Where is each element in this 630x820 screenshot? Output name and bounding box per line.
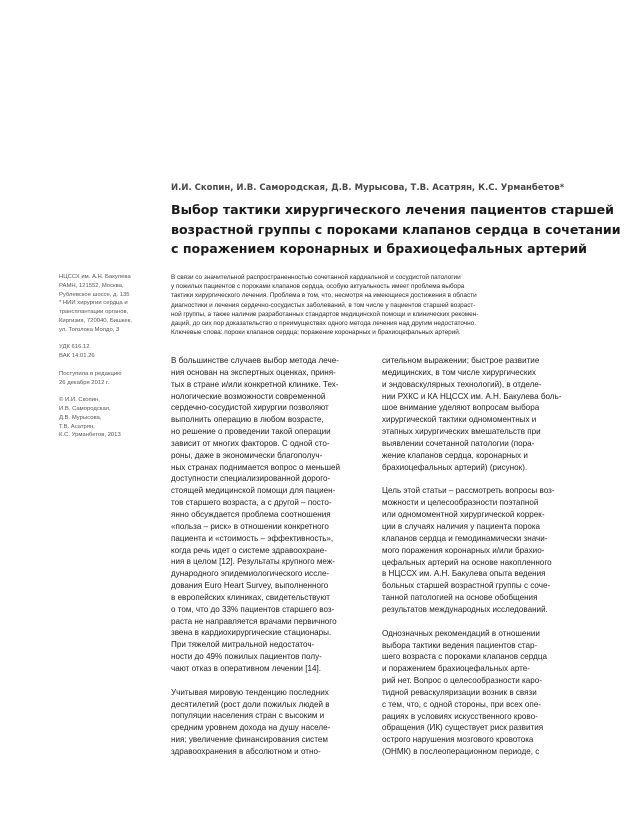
- article-title: [171, 200, 621, 259]
- text-line: или одномоментной хирургической коррек-: [382, 510, 545, 520]
- text-line: (ОНМК) в послеоперационном периоде, с: [382, 747, 540, 757]
- copyright-block: [59, 396, 159, 440]
- text-line: цефальных артерий на основе накопленного: [382, 557, 552, 567]
- text-line: мого поражения коронарных и/или брахио-: [382, 545, 545, 555]
- text-line: ния в целом [12]. Результаты крупного меж-: [171, 557, 335, 567]
- text-line: выполнить операцию в любом возрасте,: [171, 415, 324, 425]
- text-line: В большинстве случаев выбор метода лече-: [171, 356, 339, 365]
- sidebar-meta: [59, 273, 159, 449]
- text-line: рий нет. Вопрос о целесообразности каро-: [382, 676, 542, 686]
- authors-line: И.И. Скопин, И.В. Самородская, Д.В. Мурысова, Т.В. Асатрян, К.С. Урманбетов*: [171, 183, 565, 193]
- text-line: этапных хирургических вмешательств при: [382, 427, 541, 437]
- text-line: ния основан на экспертных оценках, приня-: [171, 367, 336, 377]
- text-line: чают отказ в оперативном лечении [14].: [171, 663, 321, 673]
- received-date: [59, 370, 159, 388]
- abstract-line: В связи со значительной распространенностью сочетанной кардиальной и сосудистой патологии: [171, 274, 461, 281]
- text-line: «польза – риск» в отношении конкретного: [171, 521, 329, 531]
- text-line: выявлении сочетанной патологии (пора-: [382, 438, 535, 448]
- text-line: шего возраста с пороками клапанов сердца: [382, 652, 547, 662]
- text-line: десятилетий (рост доли пожилых людей в: [171, 699, 330, 709]
- text-line: Однозначных рекомендаций в отношении: [382, 628, 540, 638]
- text-line: о том, что до 33% пациентов старшего воз-: [171, 604, 335, 614]
- text-line: зависит от многих факторов. С одной сто-: [171, 438, 330, 448]
- text-line: результатов международных исследований.: [382, 604, 548, 614]
- vak-code: ВАК 14.01.26: [59, 353, 95, 359]
- keywords-line: Ключевые слова: пороки клапанов сердца; поражение коронарных и брахиоцефальных артерий.: [171, 329, 461, 337]
- title-line: Выбор тактики хирургического лечения пациентов старшей: [171, 202, 614, 217]
- affiliation-line: РАМН, 121552, Москва,: [59, 282, 124, 289]
- text-line: доступности специализированной дорого-: [171, 474, 331, 484]
- text-line: Цель этой статьи – рассмотреть вопросы воз-: [382, 486, 555, 496]
- body-column-left: [171, 355, 371, 770]
- text-line: ния; увеличение финансирования систем: [171, 735, 328, 745]
- copyright-line: Д.В. Мурысова,: [59, 414, 102, 421]
- text-line: дования Euro Heart Survey, выполненного: [171, 581, 329, 591]
- text-line: тидной реваскуляризации возник в связи: [382, 687, 537, 697]
- text-line: средним уровнем дохода на душу населе-: [171, 723, 331, 733]
- udc-code: УДК 616.12: [59, 344, 90, 351]
- received-line: Поступила в редакцию: [59, 370, 122, 377]
- text-line: медицинских, в том числе хирургических: [382, 367, 536, 377]
- affiliation-line: Киргизия, 720040, Бишкек,: [59, 317, 132, 324]
- text-line: жение клапанов сердца, коронарных и: [382, 450, 528, 460]
- copyright-line: К.С. Урманбетов, 2013: [59, 432, 121, 439]
- affiliation-line: НЦССХ им. А.Н. Бакулева: [59, 274, 131, 280]
- text-line: сердечно-сосудистой хирургии позволяют: [171, 403, 329, 413]
- abstract-line: даций, до сих пор доказательство о преимуществах одного метода лечения над другим недостаточно.: [171, 320, 476, 328]
- text-line: роны, даже в экономически благополуч-: [171, 450, 323, 460]
- text-line: танной патологией на основе обобщения: [382, 593, 538, 603]
- text-line: хирургической тактики одномоментных и: [382, 415, 537, 425]
- paragraph: [382, 628, 582, 758]
- paragraph: [171, 355, 371, 675]
- text-line: острого нарушения мозгового кровотока: [382, 735, 534, 745]
- text-line: ции в случаях наличия у пациента порока: [382, 521, 541, 531]
- text-line: можности и целесообразности поэтапной: [382, 498, 539, 508]
- abstract-line: тактики хирургического лечения. Проблема в том, что, несмотря на имеющиеся достижения в области: [171, 292, 477, 300]
- abstract-line: у пожилых пациентов с пороками клапанов сердца, особую актуальность имеет проблема выбора: [171, 283, 465, 291]
- text-line: но решение о проведении такой операции: [171, 427, 331, 437]
- affiliation-block: [59, 273, 159, 334]
- text-line: и эндоваскулярных технологий), в отделе-: [382, 379, 542, 389]
- text-line: нии РХКС и КА НЦССХ им. А.Н. Бакулева боль-: [382, 391, 562, 401]
- text-line: Учитывая мировую тенденцию последних: [171, 687, 329, 697]
- text-line: пациента и «стоимость – эффективность»,: [171, 533, 334, 543]
- text-line: звена в кардиохирургические стационары.: [171, 628, 332, 638]
- paragraph: [382, 355, 582, 473]
- affiliation-line: Рублевское шоссе, д. 135: [59, 291, 130, 298]
- title-line: с поражением коронарных и брахиоцефальных артерий: [171, 241, 587, 256]
- text-line: ности до 49% пожилых пациентов полу-: [171, 652, 322, 662]
- paragraph: [171, 687, 371, 758]
- received-line: 26 декабря 2012 г.: [59, 379, 110, 386]
- text-line: тов старшего возраста, а с другой – посто-: [171, 498, 332, 508]
- text-line: янно обсуждается проблема соотношения: [171, 509, 331, 519]
- text-line: популяции населения стран с высоким и: [171, 711, 325, 721]
- text-line: с тем, что, с одной стороны, при всех опе-: [382, 699, 541, 709]
- text-line: раста не направляется врачами первичного: [171, 616, 337, 626]
- title-line: возрастной группы с пороками клапанов сердца в сочетании: [171, 221, 621, 237]
- copyright-line: Т.В. Асатрян,: [59, 423, 95, 430]
- text-line: больных старшей возрастной группы с соче-: [382, 581, 551, 591]
- text-line: клапанов сердца и гемодинамически значи-: [382, 533, 548, 543]
- text-line: шое внимание уделяют вопросам выбора: [382, 403, 540, 413]
- text-line: когда речь идет о системе здравоохране-: [171, 545, 327, 555]
- text-line: в НЦССХ им. А.Н. Бакулева опыта ведения: [382, 569, 546, 579]
- text-line: стоящей медицинской помощи для пациен-: [171, 486, 336, 496]
- text-line: дународного эпидемиологического иссле-: [171, 569, 330, 579]
- abstract: [171, 273, 611, 337]
- text-line: в европейских клиниках, свидетельствуют: [171, 592, 330, 602]
- affiliation-line: * НИИ хирургии сердца и: [59, 300, 128, 307]
- copyright-line: © И.И. Скопин,: [59, 397, 100, 404]
- classification-codes: [59, 343, 159, 361]
- text-line: рациях в условиях искусственного крово-: [382, 711, 538, 721]
- abstract-line: диагностики и лечения сердечно-сосудистых заболеваний, в том числе у пациентов старшей возраст-: [171, 301, 476, 309]
- affiliation-line: трансплантации органов,: [59, 309, 129, 315]
- text-line: и поражением брахиоцефальных арте-: [382, 664, 530, 674]
- text-line: здравоохранения в абсолютном и отно-: [171, 747, 321, 756]
- copyright-line: И.В. Самородская,: [59, 406, 111, 412]
- text-line: нологические возможности современной: [171, 391, 326, 401]
- abstract-line: ной группы, а также наличие разработанных стандартов медицинской помощи и клинических рекомен-: [171, 310, 479, 318]
- paragraph: [382, 485, 582, 615]
- affiliation-line: ул. Тоголока Молдо, 3: [59, 326, 120, 333]
- text-line: ных странах поднимается вопрос о меньшей: [171, 462, 341, 472]
- text-line: обращения (ИК) существует риск развития: [382, 723, 544, 733]
- text-line: брахиоцефальных артерий) (рисунок).: [382, 462, 528, 472]
- text-line: тых в стране и/или конкретной клинике. Тех-: [171, 379, 339, 389]
- text-line: выбора тактики ведения пациентов стар-: [382, 640, 538, 650]
- text-line: сительном выражении; быстрое развитие: [382, 356, 540, 365]
- body-column-right: [382, 355, 582, 770]
- text-line: При тяжелой митральной недостаточ-: [171, 640, 315, 650]
